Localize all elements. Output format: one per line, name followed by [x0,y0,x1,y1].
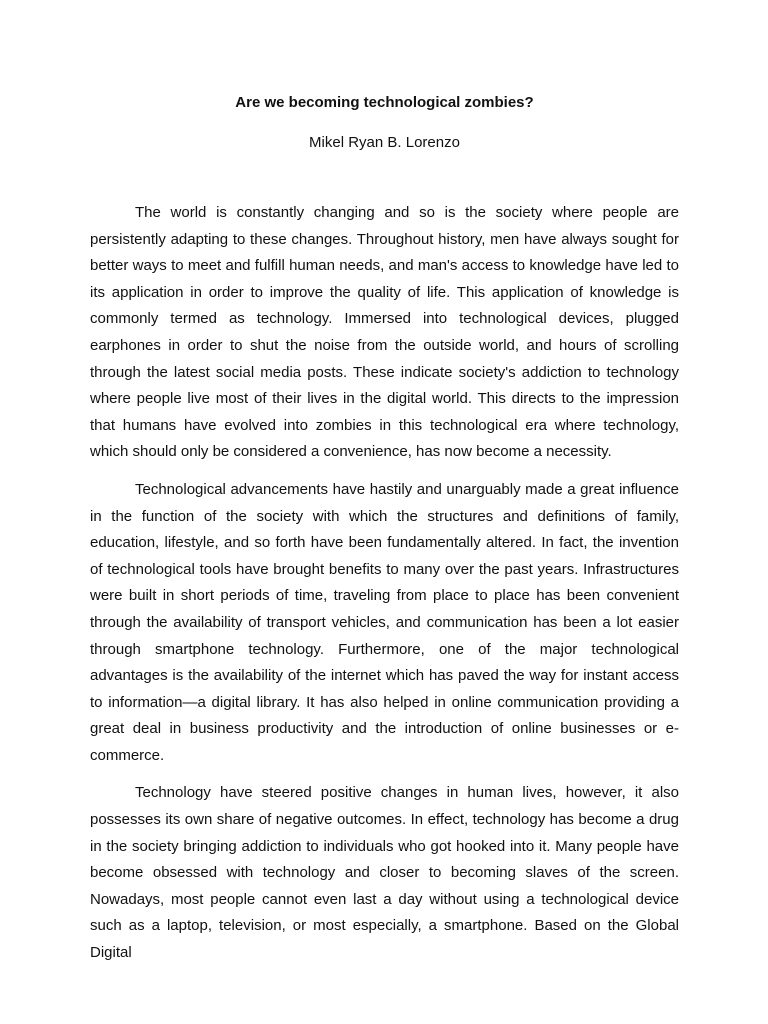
essay-title: Are we becoming technological zombies? [235,94,534,111]
paragraph-1: The world is constantly changing and so is the society where people are persistently adapting to these changes. Throughout history, men have always sought for better ways to meet and fulfill human needs, and man's access to knowledge have led to its application in order to improve the quality of life. This application of knowledge is commonly termed as technology. Immersed into technological devices, plugged earphones in order to shut the noise from the outside world, and hours of scrolling through the latest social media posts. These indicate society's addiction to technology where people live most of their lives in the digital world. This directs to the impression that humans have evolved into zombies in this technological era where technology, which should only be considered a convenience, has now become a necessity. [90,204,679,461]
essay-body [90,200,679,967]
paragraph-2: Technological advancements have hastily and unarguably made a great influence in the function of the society with which the structures and definitions of family, education, lifestyle, and so forth have been fundamentally altered. In fact, the invention of technological tools have brought benefits to many over the past years. Infrastructures were built in short periods of time, traveling from place to place has been convenient through the availability of transport vehicles, and communication has been a lot easier through smartphone technology. Furthermore, one of the major technological advantages is the availability of the internet which has paved the way for instant access to information—a digital library. It has also helped in online communication providing a great deal in business productivity and the introduction of online businesses or e-commerce. [90,480,679,764]
author-name: Mikel Ryan B. Lorenzo [309,134,460,151]
paragraph-3: Technology have steered positive changes in human lives, however, it also possesses its own share of negative outcomes. In effect, technology has become a drug in the society bringing addiction to individuals who got hooked into it. Many people have become obsessed with technology and closer to becoming slaves of the screen. Nowadays, most people cannot even last a day without using a technological device such as a laptop, television, or most especially, a smartphone. Based on the Global Digital [90,784,679,962]
